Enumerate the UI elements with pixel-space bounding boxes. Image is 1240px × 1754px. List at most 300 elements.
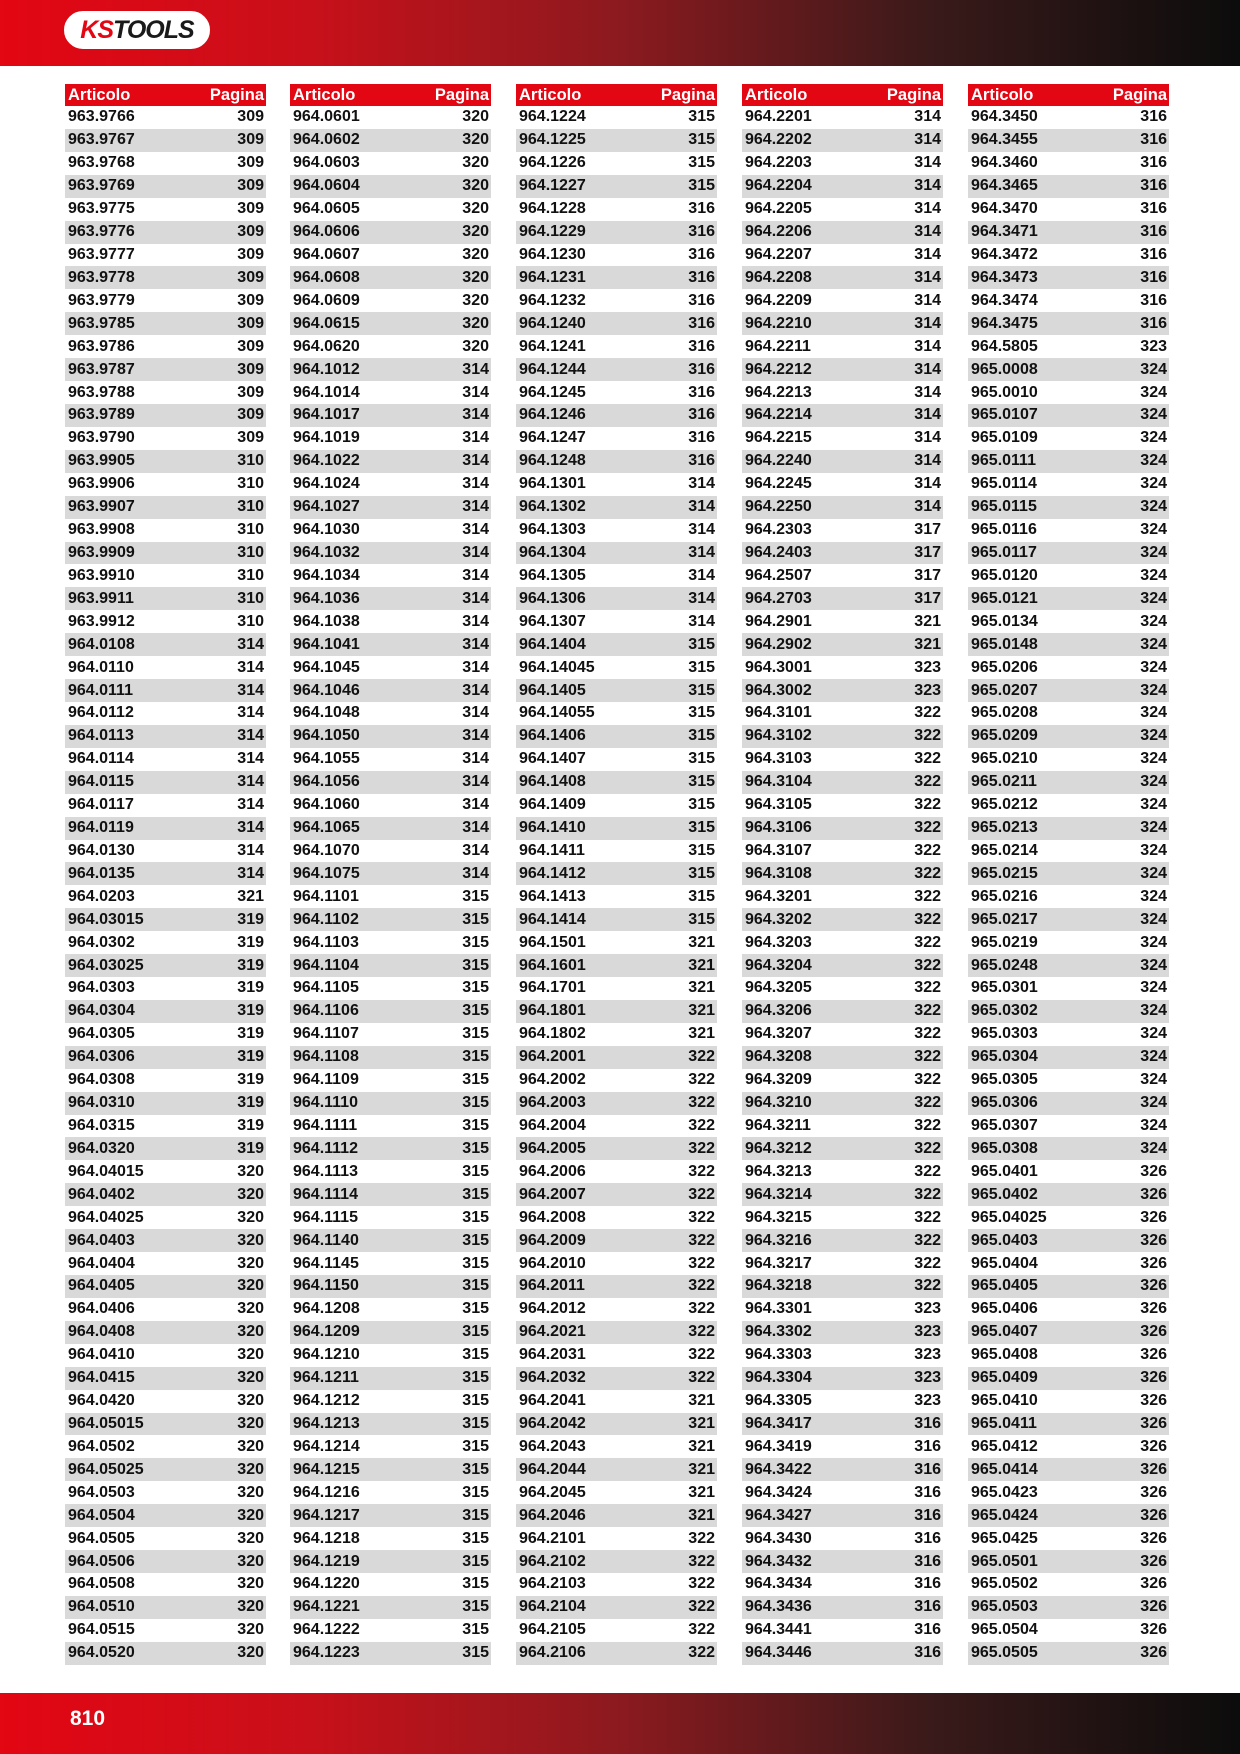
page-reference: 314 (462, 429, 489, 447)
page-reference: 322 (914, 727, 941, 745)
table-row (516, 198, 717, 221)
article-number: 964.2207 (745, 245, 812, 263)
table-row (516, 1344, 717, 1367)
page-reference: 320 (237, 1621, 264, 1639)
article-number: 964.1232 (519, 291, 586, 309)
article-number: 964.2105 (519, 1621, 586, 1639)
page-reference: 315 (462, 979, 489, 997)
article-number: 964.0108 (68, 635, 135, 653)
table-row (968, 1413, 1169, 1436)
page-reference: 314 (237, 658, 264, 676)
table-row (290, 1092, 491, 1115)
page-reference: 314 (462, 475, 489, 493)
table-row (742, 381, 943, 404)
column-header (65, 84, 266, 106)
article-number: 964.1014 (293, 383, 360, 401)
table-row (516, 587, 717, 610)
page-reference: 315 (688, 704, 715, 722)
page-reference: 315 (688, 658, 715, 676)
page-reference: 326 (1140, 1277, 1167, 1295)
article-number: 965.0406 (971, 1300, 1038, 1318)
page-reference: 324 (1140, 498, 1167, 516)
article-number: 964.3002 (745, 681, 812, 699)
page-reference: 326 (1140, 1185, 1167, 1203)
article-number: 963.9909 (68, 543, 135, 561)
table-row (65, 931, 266, 954)
article-number: 964.3211 (745, 1117, 811, 1135)
table-row (516, 358, 717, 381)
page-reference: 315 (462, 1437, 489, 1455)
table-row (968, 198, 1169, 221)
table-row (290, 977, 491, 1000)
page-reference: 324 (1140, 819, 1167, 837)
page-reference: 314 (914, 383, 941, 401)
page-reference: 324 (1140, 796, 1167, 814)
article-number: 964.1103 (293, 933, 359, 951)
table-row (968, 1367, 1169, 1390)
article-number: 965.04025 (971, 1208, 1047, 1226)
page-reference: 315 (688, 773, 715, 791)
article-number: 964.0502 (68, 1437, 135, 1455)
page-reference: 321 (688, 1415, 715, 1432)
article-number: 964.0406 (68, 1300, 135, 1318)
table-row (742, 862, 943, 885)
table-row (65, 244, 266, 267)
page-reference: 317 (914, 543, 941, 561)
table-row (968, 381, 1169, 404)
page-reference: 319 (237, 910, 264, 928)
article-number: 963.9907 (68, 498, 135, 516)
table-row (290, 1252, 491, 1275)
table-row (516, 106, 717, 129)
page-reference: 316 (688, 245, 715, 263)
page-reference: 315 (462, 910, 489, 928)
article-number: 964.1404 (519, 635, 586, 653)
page-reference: 309 (237, 108, 264, 126)
page-reference: 315 (688, 864, 715, 882)
page-reference: 314 (237, 750, 264, 768)
table-row (516, 954, 717, 977)
logo-ks-text: KS (80, 15, 114, 44)
page-reference: 314 (237, 635, 264, 653)
article-number: 964.1113 (293, 1162, 358, 1180)
article-number: 964.1110 (293, 1094, 358, 1112)
table-row (516, 633, 717, 656)
page-reference: 323 (914, 1323, 941, 1341)
article-number: 964.1216 (293, 1483, 360, 1501)
article-number: 964.2042 (519, 1415, 586, 1432)
table-row (290, 496, 491, 519)
page-reference: 314 (237, 819, 264, 837)
article-number: 964.3432 (745, 1552, 812, 1570)
page-reference: 326 (1140, 1460, 1167, 1478)
page-reference: 315 (462, 1552, 489, 1570)
table-row (516, 1527, 717, 1550)
article-number: 964.1219 (293, 1552, 360, 1570)
article-number: 965.0423 (971, 1483, 1038, 1501)
article-number: 964.1030 (293, 521, 360, 539)
page-reference: 321 (237, 887, 264, 905)
article-number: 964.3305 (745, 1392, 812, 1410)
table-row (742, 312, 943, 335)
page-reference: 322 (914, 704, 941, 722)
table-row (65, 1413, 266, 1436)
table-row (65, 1458, 266, 1481)
table-row (290, 1321, 491, 1344)
article-number: 964.1145 (293, 1254, 359, 1272)
page-reference: 314 (462, 406, 489, 424)
table-row (290, 1023, 491, 1046)
page-header-label: Pagina (886, 85, 941, 104)
table-row (968, 1137, 1169, 1160)
page-reference: 315 (462, 1621, 489, 1639)
page-reference: 316 (1140, 154, 1167, 172)
table-row (516, 289, 717, 312)
article-number: 964.1075 (293, 864, 360, 882)
page-reference: 322 (688, 1071, 715, 1089)
article-number: 964.3206 (745, 1002, 812, 1020)
page-reference: 320 (462, 108, 489, 126)
article-number: 965.0425 (971, 1529, 1038, 1547)
page-reference: 314 (914, 200, 941, 218)
table-row (968, 1435, 1169, 1458)
page-reference: 324 (1140, 933, 1167, 951)
article-number: 964.0302 (68, 933, 135, 951)
article-number: 964.1247 (519, 429, 586, 447)
table-row (742, 244, 943, 267)
page-reference: 322 (914, 933, 941, 951)
table-row (65, 1642, 266, 1665)
page-reference: 326 (1140, 1369, 1167, 1387)
article-number: 964.2403 (745, 543, 812, 561)
table-row (742, 1321, 943, 1344)
table-row (968, 358, 1169, 381)
table-row (516, 266, 717, 289)
page-reference: 314 (237, 681, 264, 699)
article-number: 963.9779 (68, 291, 135, 309)
page-number: 810 (70, 1707, 106, 1730)
article-number: 964.0135 (68, 864, 135, 882)
article-number: 964.0615 (293, 314, 360, 332)
article-number: 964.1034 (293, 566, 360, 584)
page-reference: 324 (1140, 956, 1167, 974)
table-row (742, 771, 943, 794)
page-reference: 315 (462, 1162, 489, 1180)
page-reference: 309 (237, 154, 264, 172)
page-reference: 314 (462, 498, 489, 516)
page-reference: 320 (237, 1185, 264, 1203)
table-row (65, 427, 266, 450)
page-reference: 322 (688, 1598, 715, 1616)
table-row (968, 1160, 1169, 1183)
table-row (65, 794, 266, 817)
table-row (516, 427, 717, 450)
page-reference: 322 (688, 1300, 715, 1318)
page-reference: 314 (462, 864, 489, 882)
page-reference: 314 (237, 841, 264, 859)
table-row (290, 1298, 491, 1321)
article-number: 964.0113 (68, 727, 134, 745)
footer-bar (0, 1693, 1240, 1754)
article-number: 965.0308 (971, 1139, 1038, 1157)
page-reference: 321 (688, 1025, 715, 1043)
table-row (65, 221, 266, 244)
page-reference: 324 (1140, 887, 1167, 905)
article-header-label: Articolo (293, 85, 356, 104)
table-row (65, 885, 266, 908)
article-number: 964.3205 (745, 979, 812, 997)
table-row (516, 679, 717, 702)
table-row (742, 1504, 943, 1527)
table-row (290, 840, 491, 863)
page-reference: 315 (462, 1483, 489, 1501)
table-row (290, 221, 491, 244)
article-number: 964.2010 (519, 1254, 586, 1272)
table-row (742, 1344, 943, 1367)
page-reference: 315 (688, 154, 715, 172)
column-header (968, 84, 1169, 106)
page-reference: 315 (462, 1346, 489, 1364)
table-row (65, 1344, 266, 1367)
table-row (968, 175, 1169, 198)
page-reference: 320 (462, 268, 489, 286)
article-number: 964.0402 (68, 1185, 135, 1203)
page-reference: 314 (914, 154, 941, 172)
table-row (290, 1435, 491, 1458)
table-row (65, 404, 266, 427)
article-number: 964.1222 (293, 1621, 360, 1639)
page-reference: 309 (237, 429, 264, 447)
table-row (968, 702, 1169, 725)
article-number: 963.9788 (68, 383, 135, 401)
table-row (290, 1137, 491, 1160)
table-row (968, 908, 1169, 931)
article-number: 964.2245 (745, 475, 812, 493)
article-number: 964.3202 (745, 910, 812, 928)
table-row (516, 1183, 717, 1206)
table-row (742, 1550, 943, 1573)
page-reference: 315 (462, 1392, 489, 1410)
page-reference: 309 (237, 314, 264, 332)
page-reference: 314 (914, 360, 941, 378)
index-column (65, 84, 266, 1665)
table-row (742, 1137, 943, 1160)
article-number: 964.2005 (519, 1139, 586, 1157)
article-number: 964.2703 (745, 589, 812, 607)
page-reference: 319 (237, 933, 264, 951)
table-row (516, 1413, 717, 1436)
table-row (290, 266, 491, 289)
page-reference: 324 (1140, 589, 1167, 607)
table-row (516, 335, 717, 358)
table-row (742, 1275, 943, 1298)
page-reference: 314 (914, 498, 941, 516)
page-reference: 322 (914, 887, 941, 905)
table-row (65, 840, 266, 863)
article-number: 964.1221 (293, 1598, 360, 1616)
page-reference: 314 (462, 566, 489, 584)
page-reference: 319 (237, 1048, 264, 1066)
page-reference: 320 (237, 1392, 264, 1410)
page-reference: 322 (688, 1277, 715, 1295)
page-reference: 319 (237, 1071, 264, 1089)
page-reference: 314 (462, 681, 489, 699)
article-number: 964.2206 (745, 223, 812, 241)
table-row (742, 1642, 943, 1665)
article-number: 963.9912 (68, 612, 135, 630)
article-number: 965.0107 (971, 406, 1038, 424)
page-reference: 326 (1140, 1323, 1167, 1341)
table-row (968, 519, 1169, 542)
page-reference: 326 (1140, 1231, 1167, 1249)
table-row (742, 656, 943, 679)
article-number: 964.3302 (745, 1323, 812, 1341)
article-number: 964.0410 (68, 1346, 135, 1364)
page-reference: 320 (237, 1208, 264, 1226)
table-row (65, 1069, 266, 1092)
page-reference: 322 (688, 1139, 715, 1157)
page-reference: 314 (688, 566, 715, 584)
table-row (65, 564, 266, 587)
table-row (968, 1321, 1169, 1344)
table-row (742, 610, 943, 633)
table-row (516, 564, 717, 587)
page-reference: 315 (688, 750, 715, 768)
page-reference: 324 (1140, 1139, 1167, 1157)
page-reference: 322 (688, 1208, 715, 1226)
table-row (742, 221, 943, 244)
article-number: 965.0412 (971, 1437, 1038, 1455)
table-row (742, 679, 943, 702)
article-number: 964.1056 (293, 773, 360, 791)
article-number: 964.2208 (745, 268, 812, 286)
page-reference: 323 (914, 1369, 941, 1387)
article-number: 964.14055 (519, 704, 595, 722)
article-number: 964.1048 (293, 704, 360, 722)
table-row (516, 1619, 717, 1642)
page-reference: 315 (462, 1117, 489, 1135)
page-reference: 315 (462, 1415, 489, 1432)
page-reference: 309 (237, 200, 264, 218)
article-number: 965.0414 (971, 1460, 1038, 1478)
article-number: 964.1115 (293, 1208, 358, 1226)
table-row (516, 1550, 717, 1573)
article-number: 964.0308 (68, 1071, 135, 1089)
article-number: 964.3474 (971, 291, 1038, 309)
article-number: 964.0403 (68, 1231, 135, 1249)
article-number: 964.1041 (293, 635, 360, 653)
article-number: 964.0620 (293, 337, 360, 355)
article-number: 964.1301 (519, 475, 586, 493)
table-row (742, 954, 943, 977)
page-reference: 326 (1140, 1254, 1167, 1272)
table-row (65, 1160, 266, 1183)
page-reference: 314 (688, 612, 715, 630)
page-reference: 314 (462, 635, 489, 653)
article-number: 963.9908 (68, 521, 135, 539)
article-number: 964.2210 (745, 314, 812, 332)
table-row (290, 1573, 491, 1596)
article-number: 963.9905 (68, 452, 135, 470)
article-number: 964.2507 (745, 566, 812, 584)
article-number: 964.0510 (68, 1598, 135, 1616)
page-reference: 315 (462, 1254, 489, 1272)
page-reference: 314 (237, 704, 264, 722)
table-row (968, 1023, 1169, 1046)
article-number: 964.0420 (68, 1392, 135, 1410)
page-reference: 316 (688, 406, 715, 424)
article-number: 965.0207 (971, 681, 1038, 699)
article-number: 964.2007 (519, 1185, 586, 1203)
table-row (742, 404, 943, 427)
table-row (65, 1321, 266, 1344)
page-reference: 315 (462, 956, 489, 974)
page-reference: 319 (237, 1025, 264, 1043)
article-number: 964.1106 (293, 1002, 359, 1020)
article-number: 965.0120 (971, 566, 1038, 584)
table-row (290, 1206, 491, 1229)
page-reference: 320 (237, 1323, 264, 1341)
article-number: 964.0310 (68, 1094, 135, 1112)
article-number: 964.2101 (519, 1529, 586, 1547)
article-number: 964.3470 (971, 200, 1038, 218)
table-row (290, 908, 491, 931)
table-row (65, 266, 266, 289)
table-row (290, 244, 491, 267)
table-row (65, 289, 266, 312)
page-reference: 314 (462, 773, 489, 791)
column-header (516, 84, 717, 106)
article-number: 964.2043 (519, 1437, 586, 1455)
table-row (742, 977, 943, 1000)
article-number: 964.1229 (519, 223, 586, 241)
article-number: 964.2902 (745, 635, 812, 653)
article-number: 964.1104 (293, 956, 359, 974)
table-row (968, 977, 1169, 1000)
page-reference: 320 (462, 131, 489, 149)
article-number: 964.0607 (293, 245, 360, 263)
table-row (516, 1000, 717, 1023)
table-row (742, 1092, 943, 1115)
article-number: 965.0206 (971, 658, 1038, 676)
page-reference: 315 (688, 841, 715, 859)
page-reference: 315 (688, 681, 715, 699)
table-row (968, 1183, 1169, 1206)
page-reference: 316 (688, 383, 715, 401)
table-row (516, 1160, 717, 1183)
table-row (65, 335, 266, 358)
page-reference: 322 (914, 841, 941, 859)
table-row (516, 152, 717, 175)
table-row (742, 1229, 943, 1252)
table-row (65, 679, 266, 702)
table-row (290, 702, 491, 725)
table-row (742, 1252, 943, 1275)
table-row (290, 1344, 491, 1367)
article-number: 964.3430 (745, 1529, 812, 1547)
table-row (968, 1504, 1169, 1527)
page-reference: 310 (237, 589, 264, 607)
table-row (516, 977, 717, 1000)
article-number: 964.3204 (745, 956, 812, 974)
article-number: 964.1601 (519, 956, 586, 974)
article-number: 964.0520 (68, 1644, 135, 1662)
table-row (290, 427, 491, 450)
article-number: 965.0211 (971, 773, 1037, 791)
article-number: 964.2003 (519, 1094, 586, 1112)
page-reference: 326 (1140, 1621, 1167, 1639)
table-row (65, 1183, 266, 1206)
